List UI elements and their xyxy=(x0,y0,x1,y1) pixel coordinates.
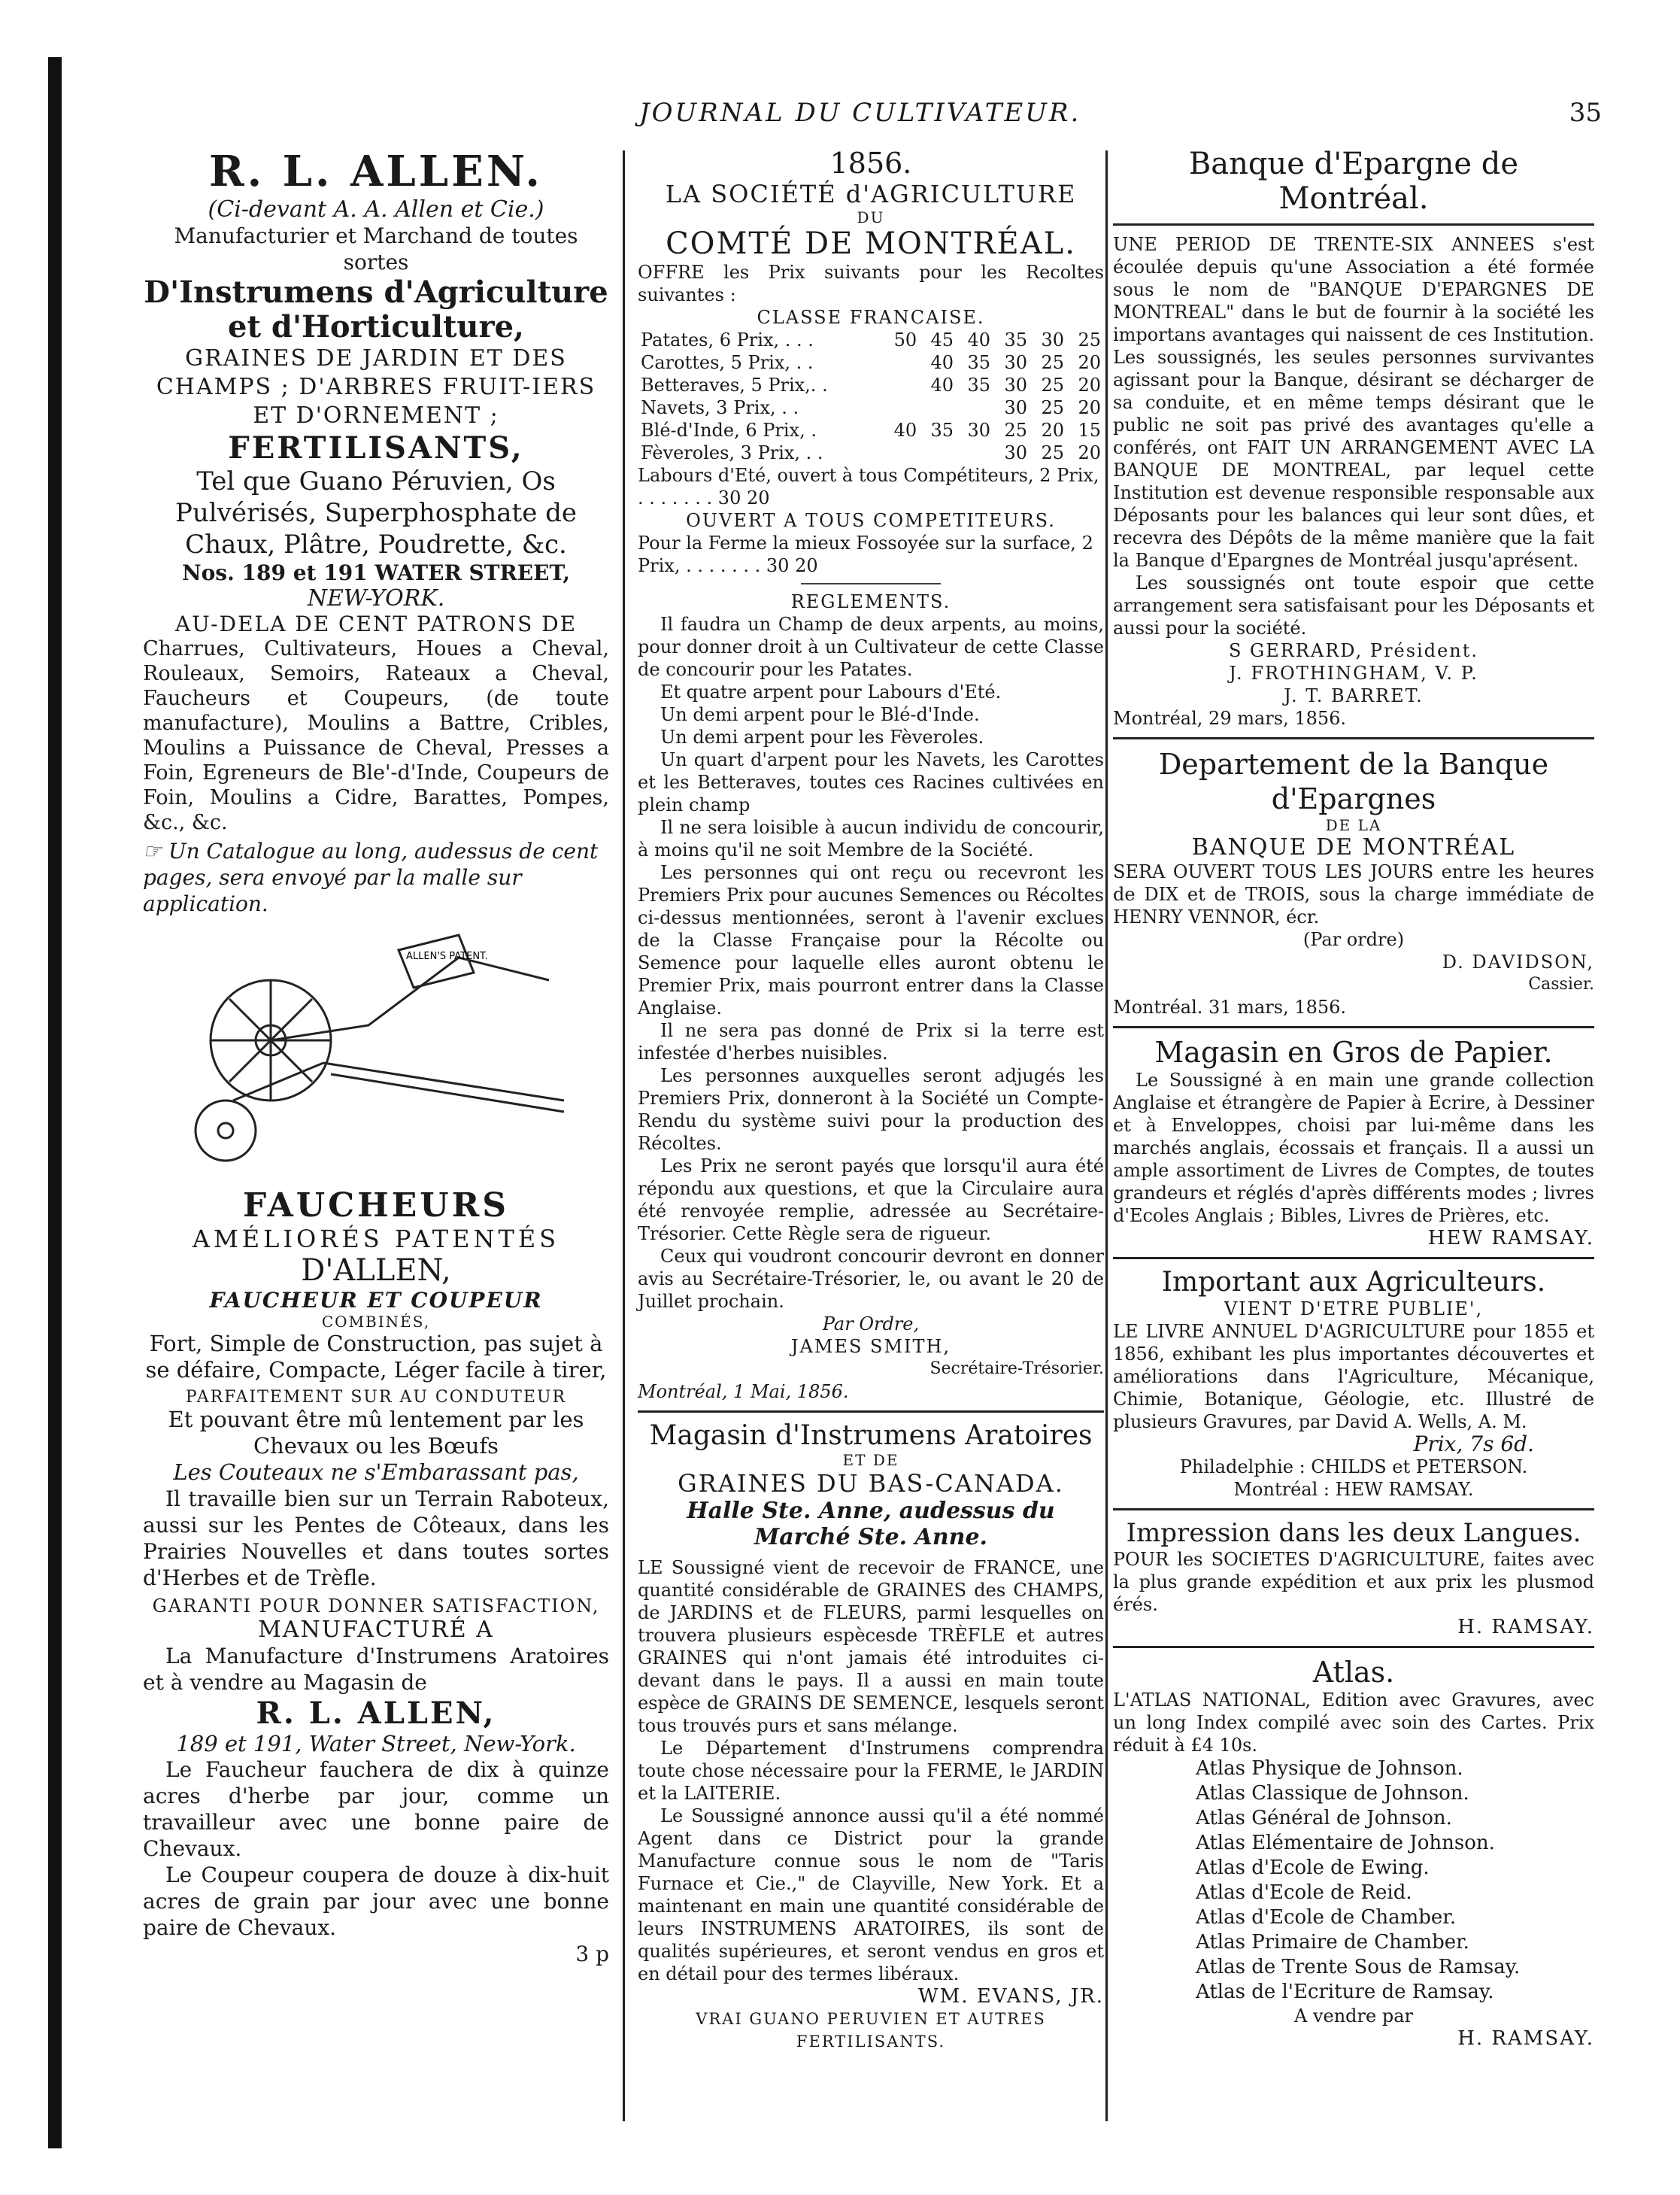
rule xyxy=(1113,737,1594,739)
price-cell: 20 xyxy=(1078,397,1101,418)
price-cell xyxy=(883,396,920,419)
price-cell xyxy=(920,442,957,464)
couteaux-text: Les Couteaux ne s'Embarassant pas, xyxy=(173,1459,579,1485)
section-rule xyxy=(638,1410,1104,1413)
price-cell xyxy=(883,374,920,396)
impression-heading: Impression dans les deux Langues. xyxy=(1126,1518,1581,1548)
guano-text: Tel que Guano Péruvien, Os Pulvérisés, Superphosphate de Chaux, Plâtre, Poudrette, &c. xyxy=(174,466,578,560)
atlas-item: Atlas Primaire de Chamber. xyxy=(1196,1931,1469,1954)
price-cell: 45 xyxy=(930,329,954,351)
atlas-item: Atlas Elémentaire de Johnson. xyxy=(1196,1832,1495,1854)
price-cell: 25 xyxy=(1041,352,1064,373)
papier-text: Le Soussigné à en main une grande collection Anglaise et étrangère de Papier à Ecrire, à Dessiner et à Enveloppes, choisi par lui-même dans les marchés anglais, écossais et français. Il a aussi un ample assortiment de Livres de Comptes, de toutes grandeurs et réglés d'après différents modes ; livres d'Ecoles Anglais ; Bibles, Livres de Prières, etc. xyxy=(1113,1070,1594,1226)
address-2: 189 et 191, Water Street, New-York. xyxy=(176,1731,576,1756)
vendre-text: A vendre par xyxy=(1294,2005,1413,2027)
atlas-list xyxy=(1113,1756,1594,2005)
rule-item: Et quatre arpent pour Labours d'Eté. xyxy=(660,682,1002,703)
page-number: 35 xyxy=(1569,98,1602,128)
address-line: Nos. 189 et 191 WATER STREET, xyxy=(182,560,570,585)
price-cell: 30 xyxy=(1004,352,1028,373)
banque-text: UNE PERIOD DE TRENTE-SIX ANNEES s'est écoulée depuis qu'une Association a été formée sous le nom de "BANQUE D'EPARGNES DE MONTREAL" dans le but de fournir à la société les importans avantages qui naissent de ces Institution. Les soussignés, les seules personnes survivantes agissant pour la Banque, désirant se décharger de sa conduite, et en même temps désirant que le public ne soit pas privé des avantages qu'elle a conférés, ont FAIT UN ARRANGEMENT AVEC LA BANQUE DE MONTREAL, par lequel cette Institution est devenue responsible responsable aux Déposants pour les balances qui leur sont dûes, et recevra des Dépôts de la même manière que la fait la Banque d'Epargnes de Montréal jusqu'aprésent. xyxy=(1113,234,1594,571)
machine-label: ALLEN'S PATENT. xyxy=(406,951,488,962)
year-heading: 1856. xyxy=(829,147,912,180)
catalogue-text: ☞ Un Catalogue au long, audessus de cent pages, sera envoyé par la malle sur application. xyxy=(143,839,599,916)
price-cell: 35 xyxy=(1004,329,1028,351)
rule-item: Il ne sera pas donné de Prix si la terre est infestée d'herbes nuisibles. xyxy=(638,1020,1104,1064)
rule-item: Ceux qui voudront concourir devront en donner avis au Secrétaire-Trésorier, le, ou avant le 20 de Juillet prochain. xyxy=(638,1246,1104,1312)
banque-heading: Banque d'Epargne de Montréal. xyxy=(1188,147,1519,216)
graines-bc-heading: GRAINES DU BAS-CANADA. xyxy=(678,1469,1064,1498)
journal-title: JOURNAL DU CULTIVATEUR. xyxy=(639,98,1081,128)
column-divider-2 xyxy=(1105,150,1108,2121)
de-la: DE LA xyxy=(1325,816,1382,834)
column-societe xyxy=(638,147,1104,2053)
rule-item: Il faudra un Champ de deux arpents, au moins, pour donner droit à un Cultivateur de cette Classe de concourir pour les Patates. xyxy=(638,614,1104,680)
coupeur-text: Le Coupeur coupera de douze à dix-huit acres de grain par jour avec une bonne paire de Chevaux. xyxy=(143,1863,609,1940)
reglements-heading: REGLEMENTS. xyxy=(790,591,951,612)
price-row-label: Betteraves, 5 Prix,. . xyxy=(641,375,828,396)
evans-agent: Le Soussigné annonce aussi qu'il a été nommé Agent dans ce District pour la grande Manufacture connue sous le nom de "Taris Furnace et Cie.," de Clayville, New York. Et a maintenant en main une quantité considérable de leurs INSTRUMENS ARATOIRES, ils sont de qualités supérieures, et seront vendus en gros et en détail pour des termes libéraux. xyxy=(638,1805,1104,1984)
horticulture-heading: et d'Horticulture, xyxy=(228,309,524,345)
labours-text: Labours d'Eté, ouvert à tous Compétiteurs, 2 Prix, . . . . . . . 30 20 xyxy=(638,465,1099,509)
price-cell: 35 xyxy=(967,375,991,396)
price-row-label: Patates, 6 Prix, . . . xyxy=(641,329,814,351)
banque-mtl: BANQUE DE MONTRÉAL xyxy=(1191,834,1516,861)
price-row-label: Fèveroles, 3 Prix, . . xyxy=(641,442,823,463)
graines-text: GRAINES DE JARDIN ET DES CHAMPS ; D'ARBRES FRUIT-IERS ET D'ORNEMENT ; xyxy=(156,345,596,429)
montreal-hew: Montréal : HEW RAMSAY. xyxy=(1233,1479,1474,1500)
dept-par-ordre: (Par ordre) xyxy=(1302,929,1405,950)
dept-date: Montréal. 31 mars, 1856. xyxy=(1113,997,1347,1018)
offre-text: OFFRE les Prix suivants pour les Recoltes suivantes : xyxy=(638,262,1104,305)
price-row-label: Navets, 3 Prix, . . xyxy=(641,397,799,418)
price-cell: 30 xyxy=(1004,375,1028,396)
atlas-item: Atlas d'Ecole de Chamber. xyxy=(1196,1906,1457,1929)
classe-heading: CLASSE FRANCAISE. xyxy=(757,307,985,328)
allen-title: R. L. ALLEN. xyxy=(209,147,543,196)
price-cell: 30 xyxy=(1041,329,1064,351)
guano-footer: VRAI GUANO PERUVIEN ET AUTRES FERTILISANTS. xyxy=(696,2010,1046,2051)
vient-text: VIENT D'ETRE PUBLIE', xyxy=(1224,1298,1484,1319)
cassier: Cassier. xyxy=(1528,975,1594,994)
et-de: ET DE xyxy=(842,1451,899,1469)
rule-item: Un demi arpent pour les Fèveroles. xyxy=(660,727,984,748)
atlas-item: Atlas de Trente Sous de Ramsay. xyxy=(1196,1956,1521,1978)
prix-text: Prix, 7s 6d. xyxy=(1413,1431,1534,1456)
rule xyxy=(1113,1508,1594,1510)
column-divider-1 xyxy=(623,150,625,2121)
price-cell: 40 xyxy=(893,420,917,441)
price-cell: 25 xyxy=(1041,442,1064,463)
price-row xyxy=(638,374,1104,396)
price-cell: 15 xyxy=(1078,420,1101,441)
rule xyxy=(1113,223,1594,226)
atlas-item: Atlas d'Ecole de Ewing. xyxy=(1196,1856,1430,1879)
rule-item: Il ne sera loisible à aucun individu de concourir, à moins qu'il ne soit Membre de la Société. xyxy=(638,817,1104,861)
page-header xyxy=(143,90,1602,135)
price-cell: 40 xyxy=(967,329,991,351)
fertilisants-heading: FERTILISANTS, xyxy=(228,430,524,466)
banque-date: Montréal, 29 mars, 1856. xyxy=(1113,708,1347,729)
atlas-item: Atlas Classique de Johnson. xyxy=(1196,1782,1469,1805)
signature-gerrard: S GERRARD, Président. xyxy=(1228,640,1479,661)
price-cell: 20 xyxy=(1078,352,1101,373)
travaille-text: Il travaille bien sur un Terrain Raboteux, aussi sur les Pentes de Côteaux, dans les Prairies Nouvelles et dans toutes sortes d'Herbes et de Trèfle. xyxy=(143,1486,609,1590)
city-line: NEW-YORK. xyxy=(307,585,445,612)
atlas-heading: Atlas. xyxy=(1312,1656,1395,1689)
du-label: DU xyxy=(857,208,885,226)
rule xyxy=(1113,1646,1594,1648)
price-cell: 25 xyxy=(1041,397,1064,418)
rules-list xyxy=(638,613,1104,1313)
evans-signature: WM. EVANS, JR. xyxy=(917,1985,1104,2008)
faucheurs-heading: FAUCHEURS xyxy=(242,1186,509,1225)
price-row xyxy=(638,351,1104,374)
price-cell xyxy=(883,442,920,464)
societe-heading: LA SOCIÉTÉ d'AGRICULTURE xyxy=(665,180,1077,208)
price-cell: 25 xyxy=(1041,375,1064,396)
impression-ramsay: H. RAMSAY. xyxy=(1457,1616,1594,1638)
manufacture-text: La Manufacture d'Instrumens Aratoires et à vendre au Magasin de xyxy=(143,1644,609,1695)
manufacture-a: MANUFACTURÉ A xyxy=(258,1617,494,1643)
rule xyxy=(1113,1026,1594,1028)
important-heading: Important aux Agriculteurs. xyxy=(1161,1267,1546,1298)
rule-item: Les Prix ne seront payés que lorsqu'il aura été répondu aux questions, et que la Circulaire aura été renvoyée remplie, adressée au Secrétaire-Trésorier. Cette Règle sera de rigueur. xyxy=(638,1155,1104,1244)
rule-item: Les personnes qui ont reçu ou recevront les Premiers Prix pour aucunes Semences ou Récoltes ci-dessus mentionnées, seront à l'avenir exclues de la Classe Française pour la Récolte ou Semence pour laquelle elles auront obtenu le Premier Prix, mais pourront entrer dans la Classe Anglaise. xyxy=(638,862,1104,1019)
audela-line: AU-DELA DE CENT PATRONS DE xyxy=(174,612,578,636)
atlas-text: L'ATLAS NATIONAL, Edition avec Gravures, avec un long Index compilé avec soin des Cartes. Prix réduit à £4 10s. xyxy=(1113,1690,1594,1756)
faucheur-coupeur: FAUCHEUR ET COUPEUR xyxy=(209,1288,543,1313)
ferme-text: Pour la Ferme la mieux Fossoyée sur la surface, 2 Prix, . . . . . . . 30 20 xyxy=(638,533,1093,576)
garanti-text: GARANTI POUR DONNER SATISFACTION, xyxy=(152,1595,600,1617)
allen-trade: Manufacturier et Marchand de toutes sortes xyxy=(174,223,578,275)
signature-frothingham: J. FROTHINGHAM, V. P. xyxy=(1229,663,1478,684)
par-ordre: Par Ordre, xyxy=(822,1313,920,1334)
combines: COMBINÉS, xyxy=(321,1313,431,1331)
price-cell: 25 xyxy=(1078,329,1101,351)
price-cell: 35 xyxy=(967,352,991,373)
rule xyxy=(1113,1257,1594,1259)
faucheur-text: Le Faucheur fauchera de dix à quinze acres d'herbe par jour, comme un travailleur avec une bonne paire de Chevaux. xyxy=(143,1757,609,1861)
allen-name-2: R. L. ALLEN, xyxy=(256,1696,496,1731)
james-smith: JAMES SMITH, xyxy=(790,1336,951,1357)
price-row-label: Blé-d'Inde, 6 Prix, . xyxy=(641,420,817,441)
price-cell: 30 xyxy=(967,420,991,441)
magasin-heading: Magasin d'Instrumens Aratoires xyxy=(649,1420,1093,1451)
fort-text: Fort, Simple de Construction, pas sujet à se défaire, Compacte, Léger facile à tirer, xyxy=(145,1331,607,1383)
evans-text: LE Soussigné vient de recevoir de FRANCE, une quantité considérable de GRAINES des CHAMPS, de JARDINS et de FLEURS, parmi lesquelles on trouvera plusieurs espècesde TRÈFLE et autres GRAINES qui n'ont jamais été introduites ci-devant dans le pays. Il a aussi en main toute espèce de GRAINS DE SEMENCE, lesquels seront tous trouvés purs et sans mélange. xyxy=(638,1557,1104,1736)
comte-heading: COMTÉ DE MONTRÉAL. xyxy=(666,226,1076,261)
atlas-item: Atlas d'Ecole de Reid. xyxy=(1196,1881,1412,1904)
margin-bar xyxy=(48,57,62,2148)
atlas-ramsay: H. RAMSAY. xyxy=(1457,2027,1594,2050)
ameliores-heading: AMÉLIORÉS PATENTÉS xyxy=(192,1225,560,1253)
price-cell xyxy=(883,351,920,374)
rule-item: Un quart d'arpent pour les Navets, les Carottes et les Betteraves, toutes ces Racines cultivées en plein champ xyxy=(638,749,1104,815)
price-cell: 20 xyxy=(1078,442,1101,463)
price-cell: 20 xyxy=(1041,420,1064,441)
instruments-heading: D'Instrumens d'Agriculture xyxy=(144,275,608,310)
price-cell: 35 xyxy=(930,420,954,441)
footer-mark: 3 p xyxy=(575,1941,609,1966)
secretaire: Secrétaire-Trésorier. xyxy=(929,1359,1104,1378)
evans-dept: Le Département d'Instrumens comprendra toute chose nécessaire pour la FERME, le JARDIN et la LAITERIE. xyxy=(638,1738,1104,1804)
price-cell: 30 xyxy=(1004,442,1028,463)
price-row-label: Carottes, 5 Prix, . . xyxy=(641,352,814,373)
dept-text: SERA OUVERT TOUS LES JOURS entre les heures de DIX et de TROIS, sous la charge immédiate de HENRY VENNOR, écr. xyxy=(1113,861,1594,927)
banque-text-2: Les soussignés ont toute espoir que cette arrangement sera satisfaisant pour les Déposants et aussi pour la société. xyxy=(1113,572,1594,639)
allen-formerly: (Ci-devant A. A. Allen et Cie.) xyxy=(208,196,544,223)
atlas-item: Atlas de l'Ecriture de Ramsay. xyxy=(1196,1981,1494,2003)
livre-text: LE LIVRE ANNUEL D'AGRICULTURE pour 1855 et 1856, exhibant les plus importantes découvertes et améliorations dans l'Agriculture, Mécanique, Chimie, Botanique, Géologie, etc. Illustré de plusieurs Gravures, par David A. Wells, A. M. xyxy=(1113,1321,1594,1432)
items-text: Charrues, Cultivateurs, Houes a Cheval, Rouleaux, Semoirs, Rateaux a Cheval, Faucheurs et Coupeurs, (de toute manufacture), Moulins a Battre, Cribles, Moulins a Puissance de Cheval, Presses a Foin, Egreneurs de Ble'-d'Inde, Coupeurs de Foin, Moulins a Cidre, Barattes, Pompes, &c., &c. xyxy=(143,637,609,834)
price-cell xyxy=(957,396,993,419)
price-row xyxy=(638,396,1104,419)
dallen-heading: D'ALLEN, xyxy=(301,1253,451,1288)
mower-illustration xyxy=(173,927,579,1176)
price-cell: 40 xyxy=(930,352,954,373)
hew-ramsay: HEW RAMSAY. xyxy=(1427,1227,1594,1249)
column-banque xyxy=(1113,147,1594,2050)
rule-item: Un demi arpent pour le Blé-d'Inde. xyxy=(660,704,980,725)
parfaitement-text: PARFAITEMENT SUR AU CONDUTEUR xyxy=(185,1388,567,1407)
dept-heading: Departement de la Banque d'Epargnes xyxy=(1158,748,1549,815)
price-cell: 30 xyxy=(1004,397,1028,418)
date-line: Montréal, 1 Mai, 1856. xyxy=(638,1381,849,1402)
price-row xyxy=(638,329,1104,351)
price-row xyxy=(638,442,1104,464)
pouvant-text: Et pouvant être mû lentement par les Chevaux ou les Bœufs xyxy=(168,1407,584,1459)
price-table xyxy=(638,329,1104,464)
price-cell xyxy=(957,442,993,464)
price-cell: 25 xyxy=(1004,420,1028,441)
impression-text: POUR les SOCIETES D'AGRICULTURE, faites avec la plus grande expédition et aux prix les plusmod érés. xyxy=(1113,1549,1594,1615)
papier-heading: Magasin en Gros de Papier. xyxy=(1154,1036,1553,1069)
price-cell: 40 xyxy=(930,375,954,396)
column-allen xyxy=(143,147,609,1967)
rule-item: Les personnes auxquelles seront adjugés les Premiers Prix, donneront à la Société un Compte-Rendu du système suivi pour la production des Récoltes. xyxy=(638,1065,1104,1154)
price-cell: 50 xyxy=(893,329,917,351)
divider xyxy=(801,583,941,584)
price-cell xyxy=(920,396,957,419)
davidson: D. DAVIDSON, xyxy=(1442,952,1594,973)
atlas-item: Atlas Général de Johnson. xyxy=(1196,1807,1452,1829)
philadelphie-text: Philadelphie : CHILDS et PETERSON. xyxy=(1179,1456,1528,1477)
halle-text: Halle Ste. Anne, audessus du Marché Ste. Anne. xyxy=(687,1498,1055,1550)
price-cell: 20 xyxy=(1078,375,1101,396)
atlas-item: Atlas Physique de Johnson. xyxy=(1196,1757,1463,1780)
signature-barret: J. T. BARRET. xyxy=(1284,685,1424,706)
ouvert-heading: OUVERT A TOUS COMPETITEURS. xyxy=(686,510,1056,531)
price-row xyxy=(638,419,1104,442)
